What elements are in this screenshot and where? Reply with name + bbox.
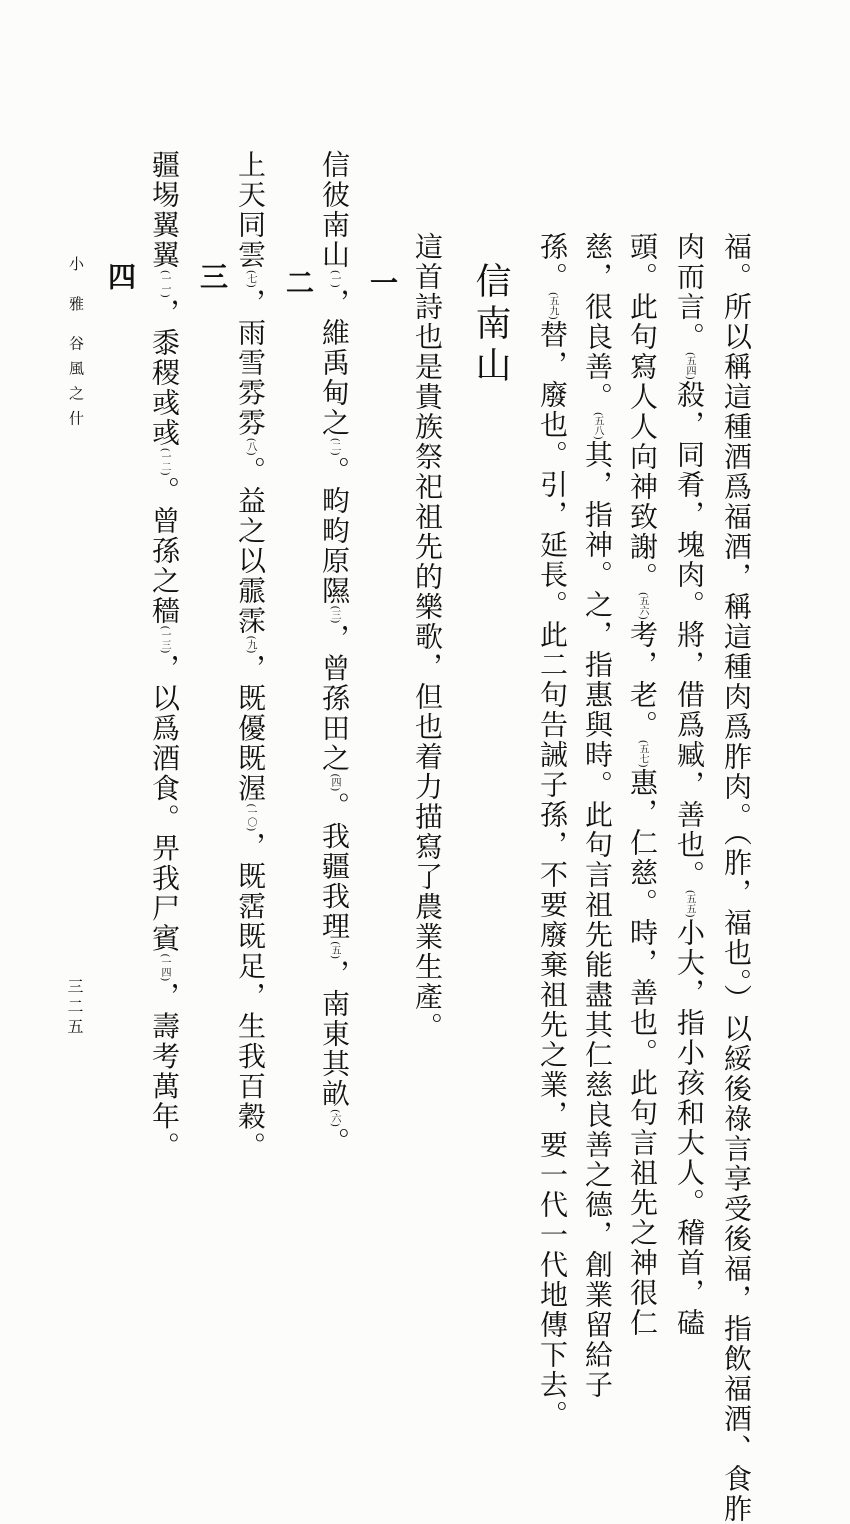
note-marker: (一四) (159, 953, 170, 982)
note-marker: (六) (329, 1109, 340, 1127)
note-marker: (一三) (159, 625, 170, 654)
commentary-line-5: 孫。(五九)替，廢也。引，延長。此二句告誡子孫，不要廢棄祖先之業，要一代一代地傳下去。 (536, 232, 569, 1430)
note-marker: (一〇) (245, 803, 256, 832)
poem-title: 信南山 (470, 262, 511, 388)
stanza-number-1: 一 (366, 268, 399, 298)
note-marker: (五五) (684, 889, 695, 918)
page-number: 三二五 (65, 978, 84, 1038)
note-marker: (五四) (684, 352, 695, 380)
note-marker: (一) (329, 270, 340, 288)
poem-intro: 這首詩也是貴族祭祀祖先的樂歌，但也着力描寫了農業生產。 (411, 232, 444, 1042)
note-marker: (三) (329, 605, 340, 624)
stanza-number-3: 三 (196, 262, 229, 292)
note-marker: (五) (329, 941, 340, 960)
note-marker: (七) (245, 270, 256, 288)
note-marker: (八) (245, 437, 256, 456)
running-head: 小 雅 谷風之什 (67, 256, 85, 436)
stanza-number-4: 四 (104, 262, 137, 292)
commentary-line-2: 肉而言。(五四)殺，同肴，塊肉。將，借爲臧，善也。(五五)小大，指小孩和大人。稽首，磕 (673, 232, 706, 1338)
commentary-line-1: 福。所以稱這種酒爲福酒，稱這種肉爲胙肉。（胙，福也。）以綏後祿言享受後福，指飲福酒、食胙 (720, 232, 753, 1524)
stanza-2-text: 上天同雲(七)，雨雪雰雰(八)。益之以霢霂(九)，既優既渥(一〇)，既霑既足，生我百穀。 (234, 150, 267, 1162)
note-marker: (五六) (637, 592, 648, 620)
note-marker: (五七) (637, 739, 648, 768)
stanza-number-2: 二 (282, 268, 315, 298)
note-marker: (五九) (547, 292, 558, 320)
commentary-line-3: 頭。此句寫人人向神致謝。(五六)考，老。(五七)惠，仁慈。時，善也。此句言祖先之神很仁 (626, 232, 659, 1338)
note-marker: (五八) (592, 412, 603, 440)
note-marker: (九) (245, 635, 256, 654)
note-marker: (四) (329, 773, 340, 792)
commentary-line-4: 慈，很良善。(五八)其，指神。之，指惠與時。此句言祖先能盡其仁慈良善之德，創業留給子 (581, 232, 614, 1400)
stanza-1-text: 信彼南山(一)，維禹甸之(二)。畇畇原隰(三)，曾孫田之(四)。我疆我理(五)，南東其畝(六)。 (318, 150, 351, 1157)
note-marker: (一一) (159, 270, 170, 298)
note-marker: (二) (329, 437, 340, 456)
stanza-3-text: 疆埸翼翼(一一)，黍稷彧彧(一二)。曾孫之穡(一三)，以爲酒食。畀我尸賓(一四)，壽考萬年。 (148, 150, 181, 1162)
note-marker: (一二) (159, 447, 170, 476)
